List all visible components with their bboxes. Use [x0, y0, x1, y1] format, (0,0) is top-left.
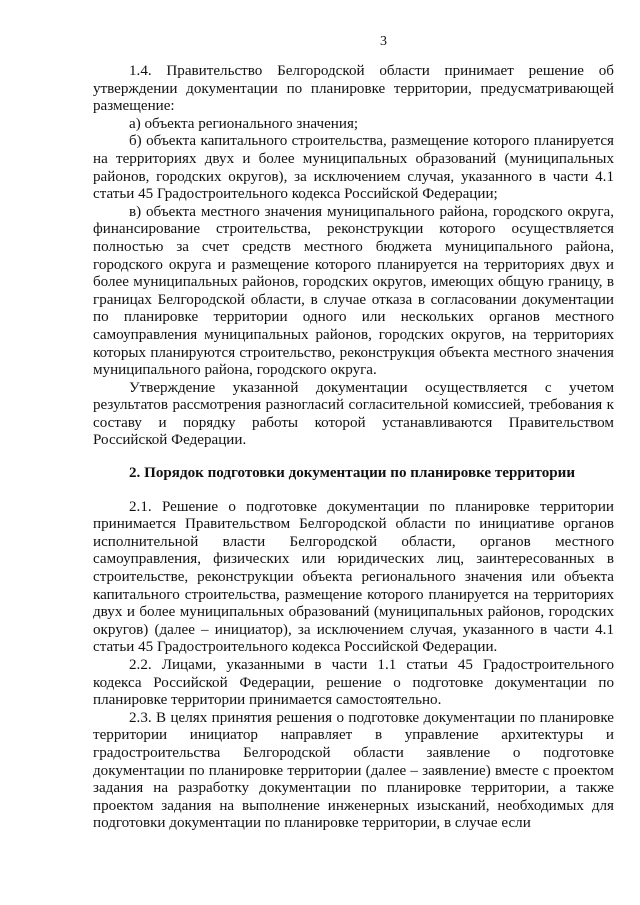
list-item-v: в) объекта местного значения муниципального района, городского округа, финансирование строительства, реконструкции которого осуществляется полностью за счет средств местного бюджета муниципального района, городского округа и размещение которого планируется на территориях двух и более муниципальных районов, городских округов, имеющих общую границу, в границах Белгородской области, в случае отказа в согласовании документации по планировке территории одного или нескольких органов местного самоуправления муниципальных районов, городских округов, на территориях которых планируются строительство, реконструкция объекта местного значения муниципального района, городского округа.: [93, 203, 614, 379]
paragraph-2-2: 2.2. Лицами, указанными в части 1.1 статьи 45 Градостроительного кодекса Российской Федерации, решение о подготовке документации по планировке территории принимается самостоятельно.: [93, 657, 614, 709]
paragraph-2-1: 2.1. Решение о подготовке документации по планировке территории принимается Правительством Белгородской области по инициативе органов исполнительной власти Белгородской области, органов местного самоуправления, физических или юридических лиц, заинтересованных в строительстве, реконструкции объекта регионального значения или объекта капитального строительства, размещение которого планируется на территориях двух и более муниципальных образований (муниципальных районов, городских округов) (далее – инициатор), за исключением случая, указанного в части 4.1 статьи 45 Градостроительного кодекса Российской Федерации.: [93, 498, 614, 656]
section-heading: 2. Порядок подготовки документации по планировке территории: [129, 465, 576, 482]
list-item-a: а) объекта регионального значения;: [129, 115, 359, 132]
paragraph-2-3: 2.3. В целях принятия решения о подготовке документации по планировке территории инициатор направляет в управление архитектуры и градостроительства Белгородской области заявление о подготовке документации по планировке территории (далее – заявление) вместе с проектом задания на разработку документации по планировке территории, а также проектом задания на выполнение инженерных изысканий, необходимых для подготовки документации по планировке территории, в случае если: [93, 709, 614, 832]
paragraph-approval: Утверждение указанной документации осуществляется с учетом результатов рассмотрения разногласий согласительной комиссией, требования к составу и порядку работы которой устанавливаются Правительством Российской Федерации.: [93, 379, 614, 449]
paragraph-1-4: 1.4. Правительство Белгородской области принимает решение об утверждении документации по планировке территории, предусматривающей размещение:: [93, 63, 614, 115]
list-item-b: б) объекта капитального строительства, размещение которого планируется на территориях двух и более муниципальных образований (муниципальных районов, городских округов), за исключением случая, указанного в части 4.1 статьи 45 Градостроительного кодекса Российской Федерации;: [93, 133, 614, 203]
page-number: 3: [380, 34, 387, 49]
